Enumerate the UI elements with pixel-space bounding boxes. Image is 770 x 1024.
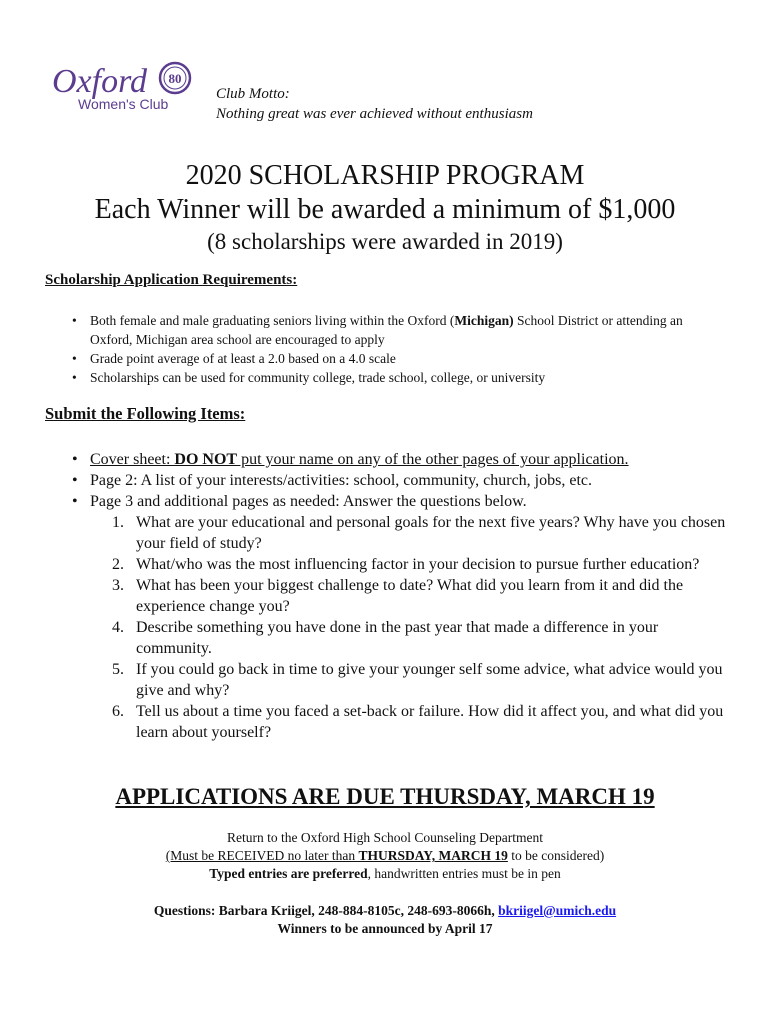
logo-sub-text: Women's Club xyxy=(78,96,169,112)
list-item: • Grade point average of at least a 2.0 based on a 4.0 scale xyxy=(72,349,712,368)
program-title: 2020 SCHOLARSHIP PROGRAM xyxy=(185,160,585,191)
questions-contact: Questions: Barbara Kriigel, 248-884-8105c, 248-693-8066h, bkriigel@umich.edu xyxy=(153,903,617,918)
question-item: 6. Tell us about a time you faced a set-back or failure. How did it affect you, and what did you learn about yourself? xyxy=(112,703,724,741)
winners-announcement: Winners to be announced by April 17 xyxy=(277,921,493,936)
question-item: 5. If you could go back in time to give your younger self some advice, what advice would you give and why? xyxy=(112,661,723,699)
club-motto xyxy=(216,84,533,124)
award-amount: Each Winner will be awarded a minimum of $1,000 xyxy=(94,194,676,225)
club-logo xyxy=(50,60,210,120)
question-item: 2. What/who was the most influencing factor in your decision to pursue further education? xyxy=(112,556,700,573)
question-list xyxy=(90,512,732,743)
list-item: • Cover sheet: DO NOT put your name on any of the other pages of your application. xyxy=(72,449,732,470)
requirements-heading: Scholarship Application Requirements: xyxy=(45,272,298,288)
return-info xyxy=(0,829,770,883)
list-item: • Both female and male graduating seniors living within the Oxford (Michigan) School District or attending an Oxford, Michigan area school are encouraged to apply xyxy=(72,311,712,349)
list-item: • Page 2: A list of your interests/activities: school, community, church, jobs, etc. xyxy=(72,470,732,491)
previous-awards: (8 scholarships were awarded in 2019) xyxy=(207,229,563,254)
submit-list xyxy=(72,449,732,743)
logo-script-text: Oxford xyxy=(52,63,148,100)
question-item: 1. What are your educational and personal goals for the next five years? Why have you chosen your field of study? xyxy=(112,514,726,552)
return-line: Return to the Oxford High School Counseling Department xyxy=(226,830,544,845)
entry-format-line: Typed entries are preferred, handwritten entries must be in pen xyxy=(209,866,561,881)
due-date-heading: APPLICATIONS ARE DUE THURSDAY, MARCH 19 xyxy=(115,784,655,809)
motto-text: Nothing great was ever achieved without enthusiasm xyxy=(216,106,533,122)
email-link[interactable]: bkriigel@umich.edu xyxy=(498,903,617,918)
motto-label: Club Motto: xyxy=(216,86,290,102)
contact-info xyxy=(0,902,770,938)
list-item: • Page 3 and additional pages as needed: Answer the questions below. 1. What are your educational and personal goals for the next five years? Why have you chosen your field of study? 2. What/who was the most influencing factor in your decision to pursue further education? 3. What has been your biggest challenge to date? What did you learn from it and did the experience change you? 4. Describe something you have done in the past year that made a difference in your community. 5. If you could go back in time to give your younger self some advice, what advice would you give and why? 6. Tell us about a time you faced a set-back or failure. How did it affect you, and what did you learn about yourself? xyxy=(72,491,732,743)
requirements-list xyxy=(72,311,712,387)
submit-heading: Submit the Following Items: xyxy=(45,404,246,423)
badge-number: 80 xyxy=(168,71,182,86)
list-item: • Scholarships can be used for community college, trade school, college, or university xyxy=(72,368,712,387)
deadline-line: (Must be RECEIVED no later than THURSDAY, MARCH 19 to be considered) xyxy=(165,848,605,863)
question-item: 4. Describe something you have done in the past year that made a difference in your community. xyxy=(112,619,659,657)
question-item: 3. What has been your biggest challenge to date? What did you learn from it and did the experience change you? xyxy=(112,577,684,615)
